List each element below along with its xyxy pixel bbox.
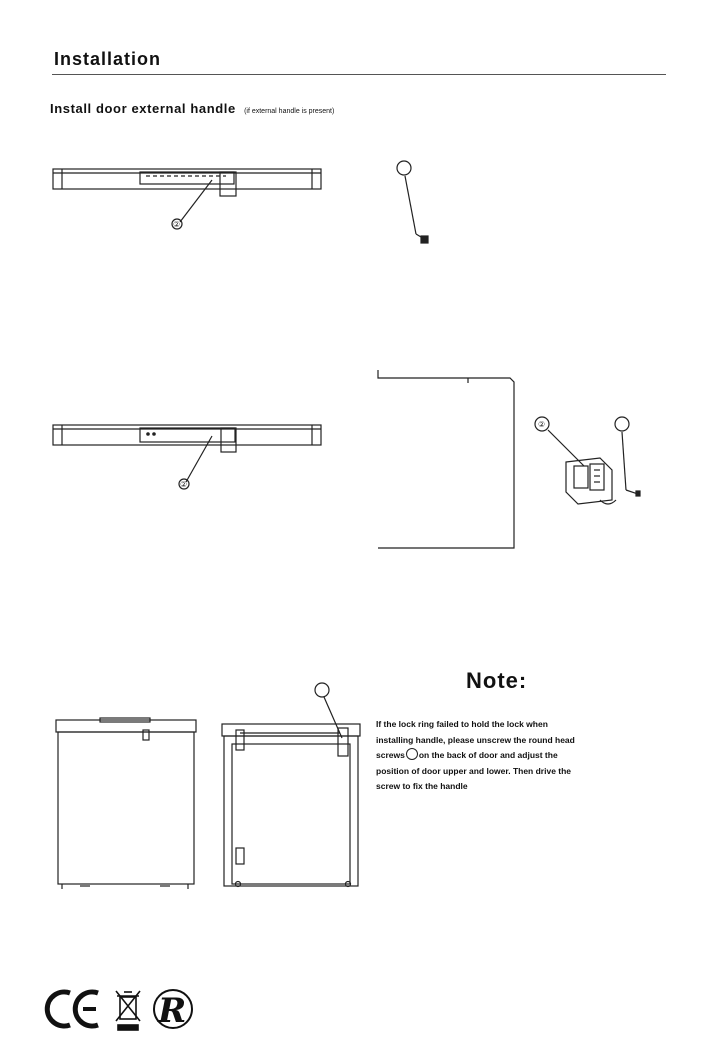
note-body [376,717,676,795]
rohs-mark-icon [154,990,192,1031]
label-bracket-3: ② [538,420,546,429]
note-line-2: installing handle, please unscrew the round head [376,734,575,745]
ce-mark-icon [47,992,98,1026]
label-bracket-1: ② [173,220,181,229]
note-line-4: position of door upper and lower. Then drive the [376,765,572,776]
note-line-3-start: screws [376,750,405,760]
section-heading-text: Install door external handle [50,101,236,116]
note-line-5: screw to fix the handle [376,781,468,791]
screw-symbol-icon [406,748,418,760]
note-line-3-end: on the back of door and adjust the [418,750,558,760]
rohs-letter: R [158,991,187,1031]
weee-bin-icon [116,991,140,1030]
label-bracket-2: ② [180,480,188,489]
section-heading-note: (if external handle is present) [244,108,335,115]
note-line-1: If the lock ring failed to hold the lock when [376,719,548,729]
page-title: Installation [54,49,162,69]
note-title: Note: [466,668,528,693]
note-line-3 [376,748,676,764]
certification-logos [40,985,220,1035]
